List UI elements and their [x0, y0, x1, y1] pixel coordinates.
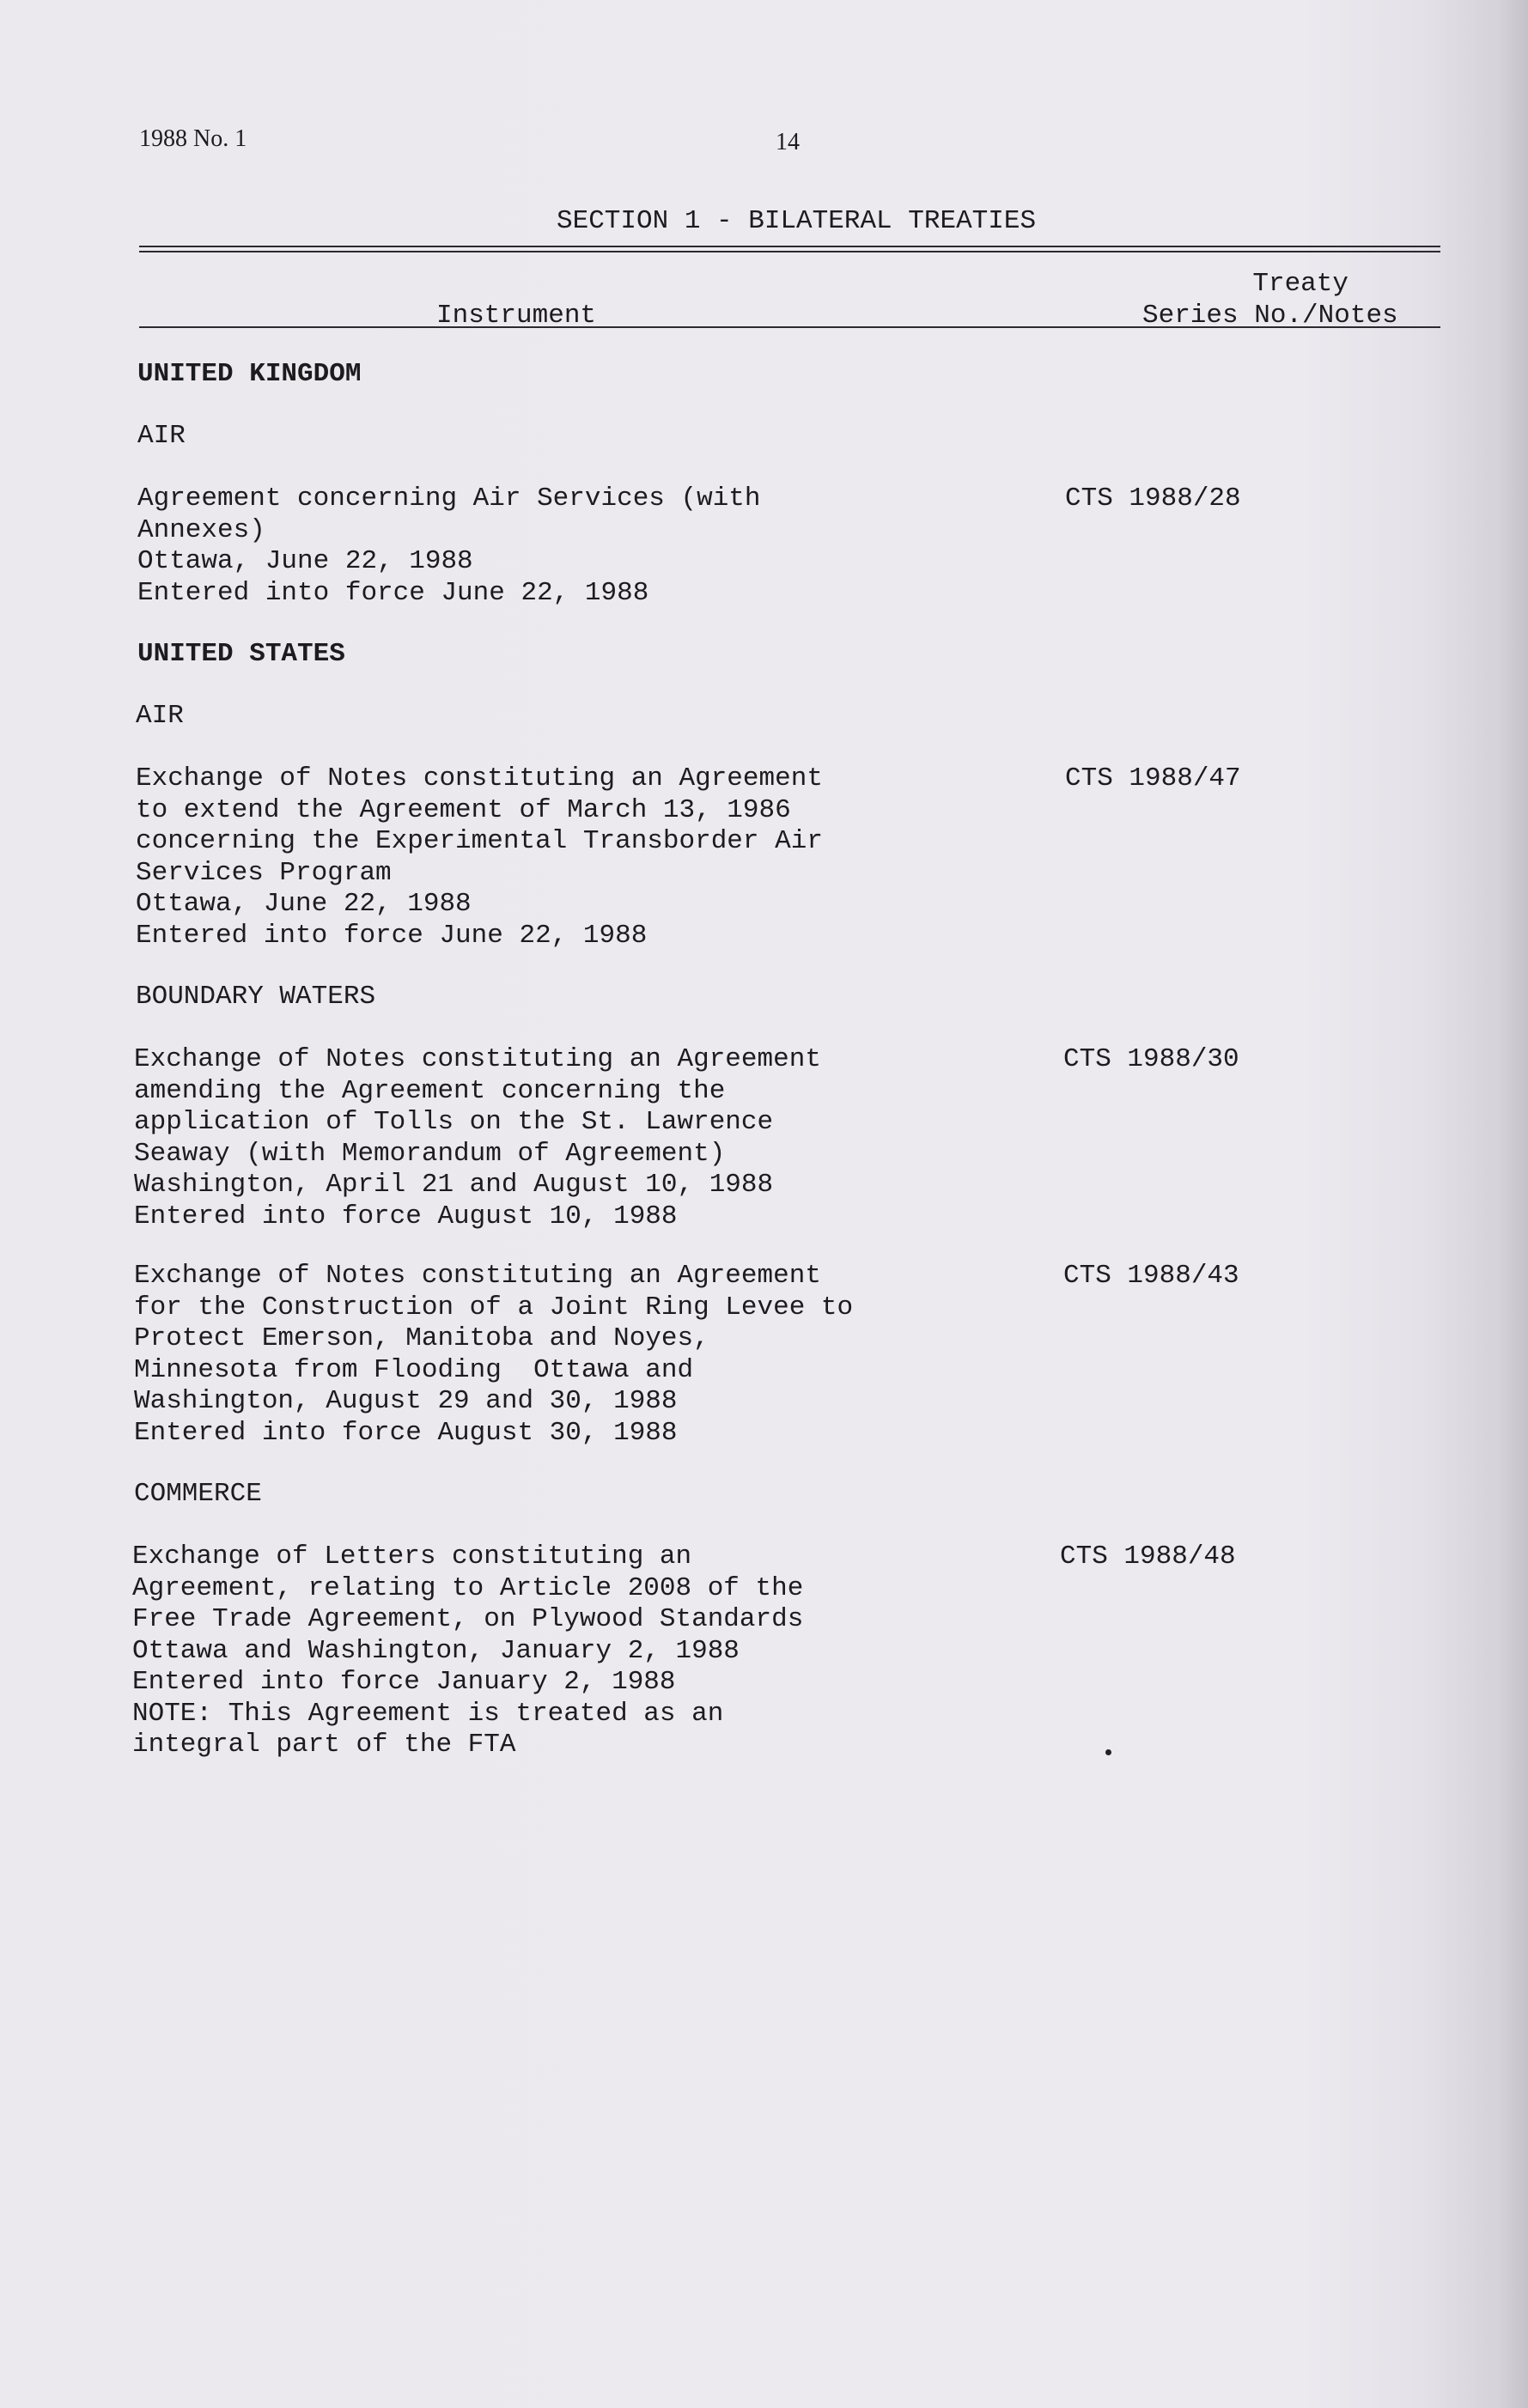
issue-label: 1988 No. 1 [139, 125, 247, 152]
treaty-series-number: CTS 1988/28 [1065, 483, 1241, 514]
entry-text: Exchange of Notes constituting an Agreement for the Construction of a Joint Ring Levee to Protect Emerson, Manitoba and Noyes, Minnesota from Flooding Ottawa and Washington, August 29 and 30, 1988 Entered into force August 30, 1988 [134, 1261, 854, 1448]
page-number: 14 [776, 129, 800, 155]
column-header-underline [139, 326, 1440, 328]
column-header-treaty: Treaty [1252, 269, 1348, 299]
double-rule-bottom [139, 251, 1440, 252]
entry-text: Agreement concerning Air Services (with Annexes) Ottawa, June 22, 1988 Entered into force June 22, 1988 [137, 483, 761, 608]
treaty-series-number: CTS 1988/48 [1060, 1541, 1236, 1572]
column-header-series: Series No./Notes [1142, 301, 1398, 331]
stray-mark [1105, 1749, 1111, 1755]
topic-heading: AIR [136, 701, 184, 731]
topic-heading: AIR [137, 421, 186, 451]
treaty-series-number: CTS 1988/43 [1063, 1261, 1239, 1291]
country-heading: UNITED STATES [137, 639, 345, 669]
show-through-text [756, 198, 1460, 1572]
topic-heading: BOUNDARY WATERS [136, 982, 376, 1012]
column-header-instrument: Instrument [436, 301, 597, 331]
topic-heading: COMMERCE [134, 1479, 262, 1509]
entry-text: Exchange of Letters constituting an Agreement, relating to Article 2008 of the Free Trade Agreement, on Plywood Standards Ottawa and Washington, January 2, 1988 Entered into force January 2, 1988 NOTE: This Agreement is treated as an integral part of the FTA [132, 1541, 804, 1760]
country-heading: UNITED KINGDOM [137, 359, 362, 389]
entry-text: Exchange of Notes constituting an Agreement amending the Agreement concerning the application of Tolls on the St. Lawrence Seaway (with Memorandum of Agreement) Washington, April 21 and August 10, 1988 Entered into force August 10, 1988 [134, 1044, 821, 1231]
treaty-series-number: CTS 1988/30 [1063, 1044, 1239, 1074]
double-rule-top [139, 246, 1440, 247]
section-title: SECTION 1 - BILATERAL TREATIES [557, 206, 1037, 236]
page-edge-shadow [1476, 0, 1528, 2408]
entry-text: Exchange of Notes constituting an Agreement to extend the Agreement of March 13, 1986 concerning the Experimental Transborder Air Services Program Ottawa, June 22, 1988 Entered into force June 22, 1988 [136, 763, 823, 951]
treaty-series-number: CTS 1988/47 [1065, 763, 1241, 794]
